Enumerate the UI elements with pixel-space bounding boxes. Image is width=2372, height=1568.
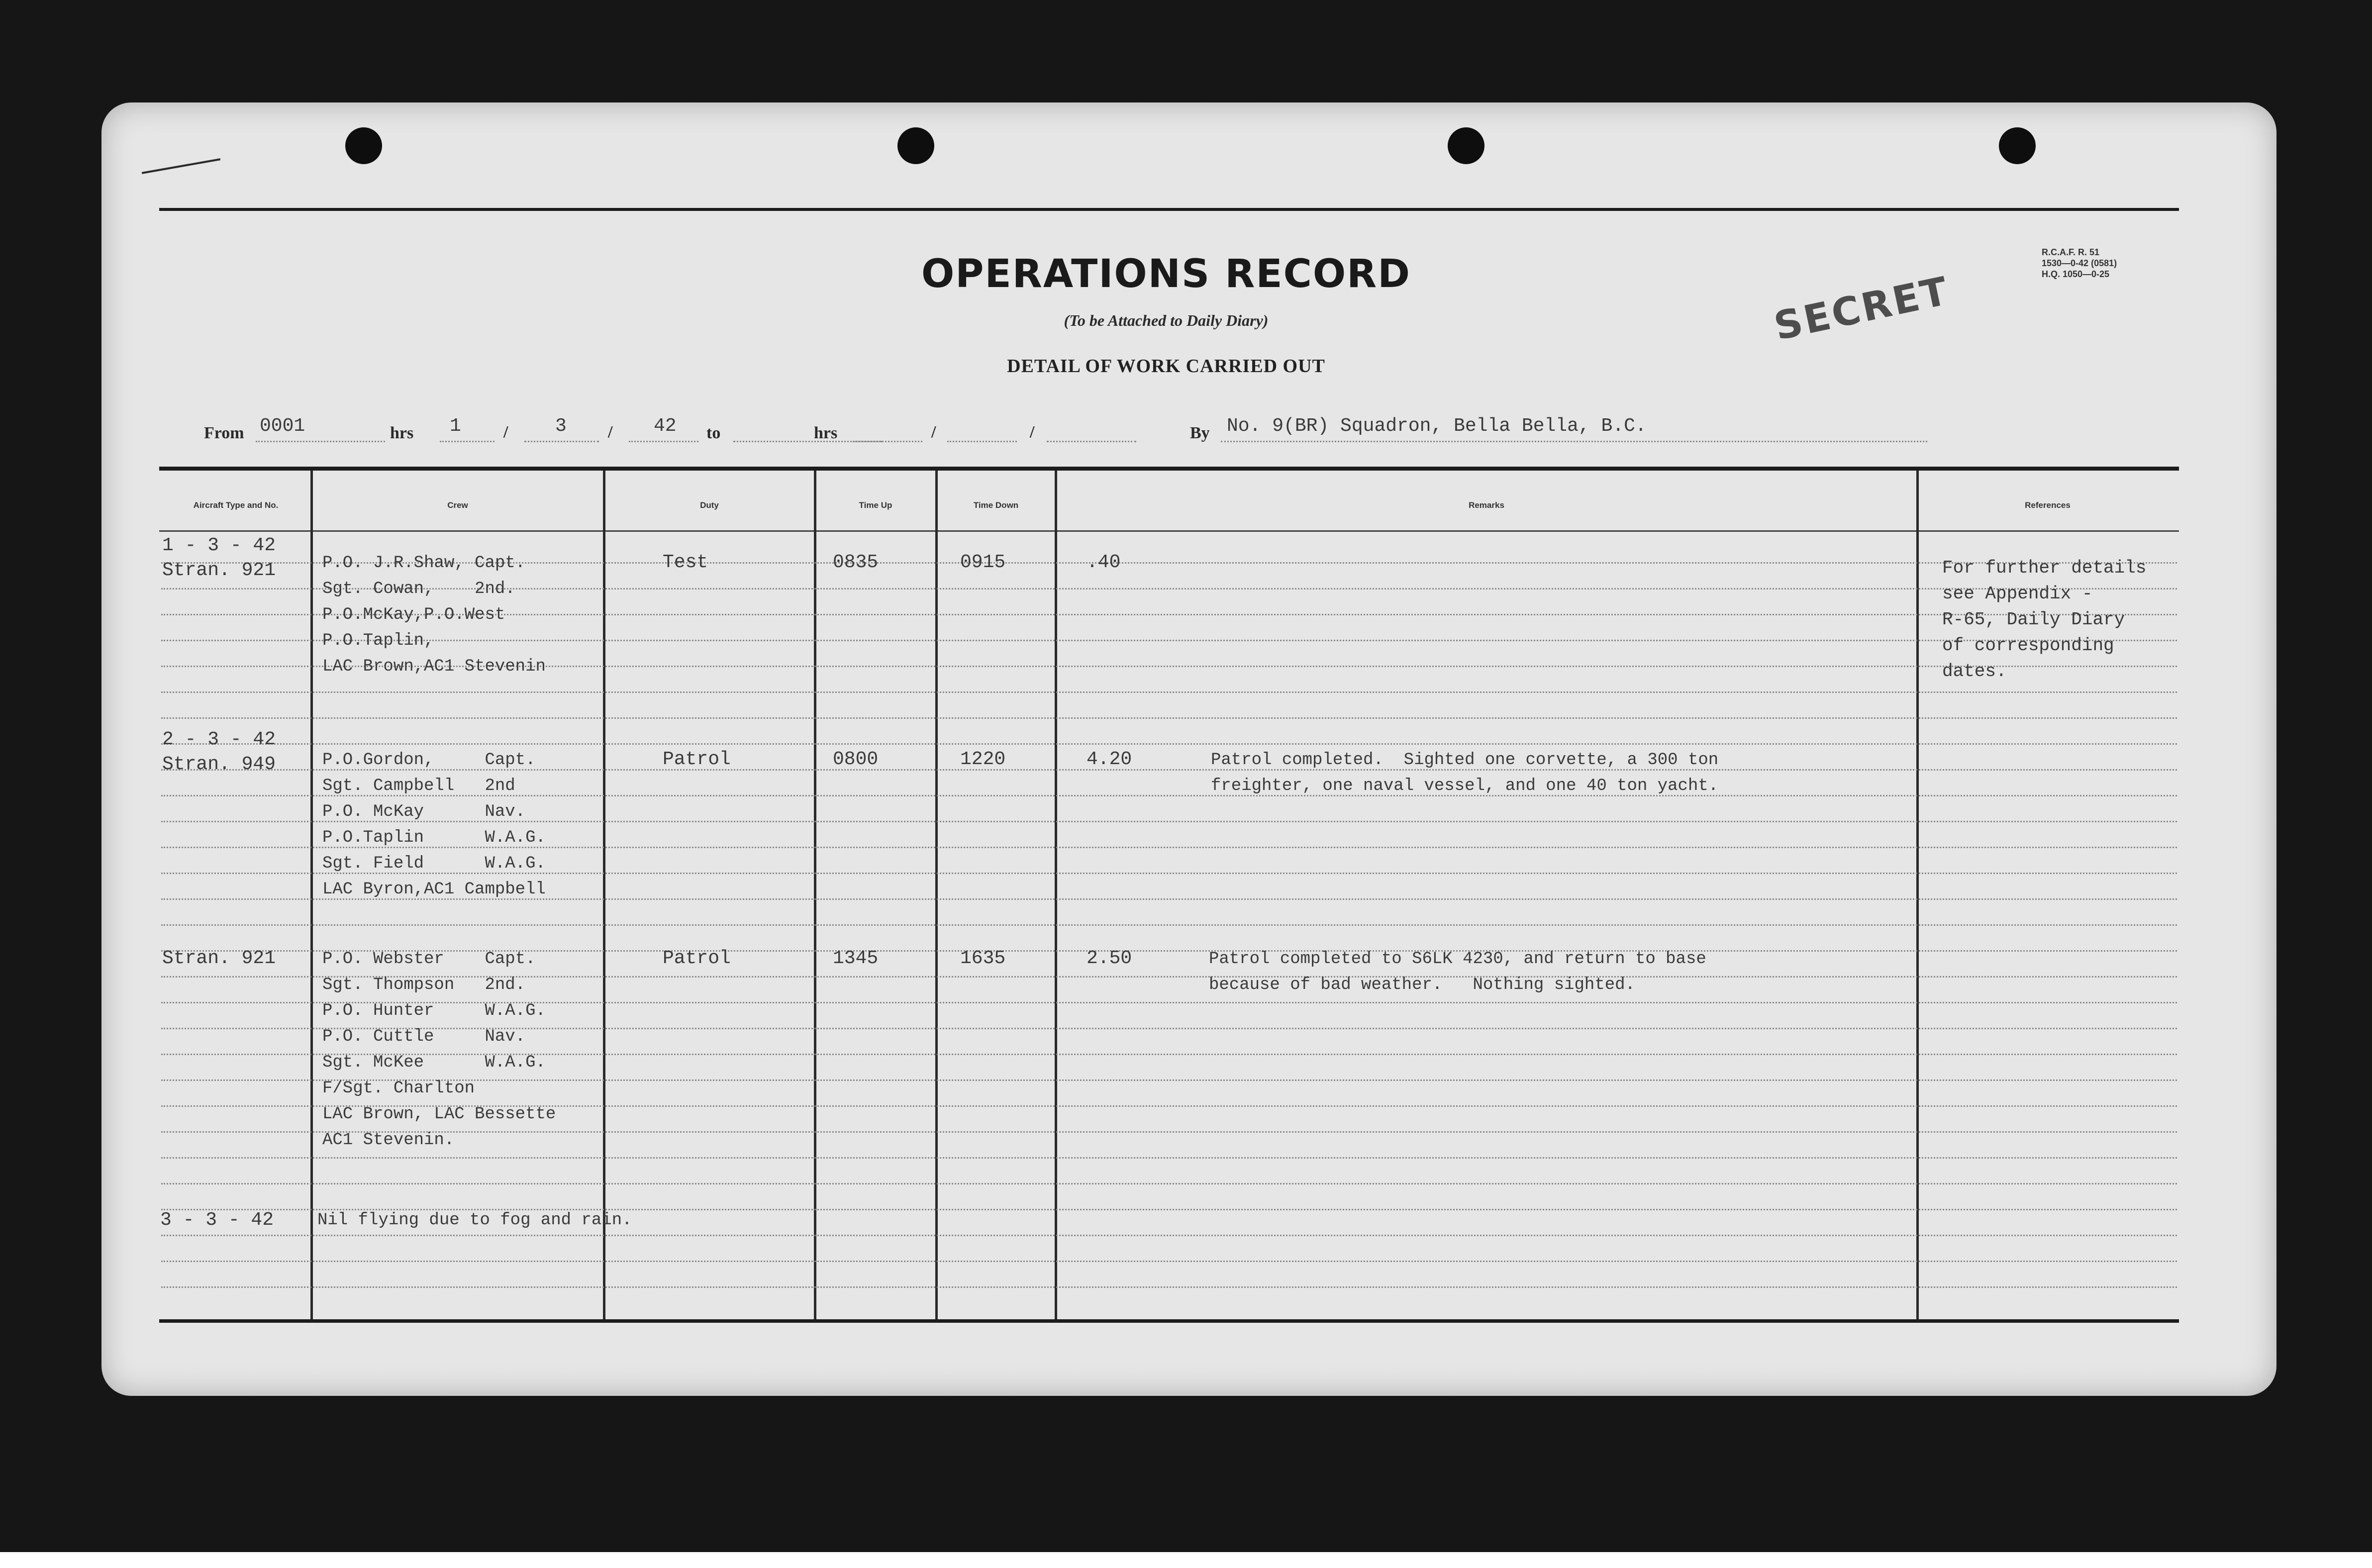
header-duty: Duty: [700, 500, 719, 510]
date-separator: /: [503, 423, 508, 441]
to-year-line: [1047, 441, 1136, 442]
to-month-line: [947, 441, 1017, 442]
entry-time-up: 0835: [833, 552, 879, 573]
entry-aircraft: 2 - 3 - 42 Stran. 949: [162, 729, 276, 775]
ruled-line: [161, 1261, 2177, 1262]
entry-crew: Nil flying due to fog and rain.: [317, 1211, 632, 1230]
column-divider: [1916, 471, 1919, 1320]
pencil-mark: [142, 158, 220, 174]
ruled-line: [161, 691, 2177, 693]
entry-aircraft: 3 - 3 - 42: [160, 1209, 274, 1231]
to-day-line: [853, 441, 922, 442]
ruled-line: [161, 1286, 2177, 1288]
entry-time-up: 0800: [833, 749, 879, 770]
from-time-value: 0001: [260, 415, 305, 437]
top-rule: [159, 208, 2179, 211]
from-hrs-label: hrs: [390, 424, 414, 442]
from-year-value: 42: [654, 415, 677, 437]
header-time-up: Time Up: [859, 500, 892, 510]
date-separator: /: [608, 423, 613, 441]
form-ref-line: 1530—0-42 (0581): [2042, 258, 2117, 268]
binder-hole: [345, 127, 382, 164]
form-reference: [2042, 247, 2117, 280]
ruled-line: [161, 743, 2177, 745]
entry-duty: Patrol: [663, 948, 731, 969]
form-ref-line: R.C.A.F. R. 51: [2042, 247, 2100, 257]
entry-aircraft: Stran. 921: [162, 948, 276, 969]
column-divider: [814, 471, 816, 1320]
header-crew: Crew: [447, 500, 468, 510]
entry-time-down: 1635: [960, 948, 1006, 969]
date-separator: /: [931, 423, 936, 441]
form-ref-line: H.Q. 1050—0-25: [2042, 269, 2110, 279]
entry-time-down: 0915: [960, 552, 1006, 573]
table-bottom-rule: [159, 1319, 2179, 1323]
header-aircraft: Aircraft Type and No.: [193, 500, 279, 510]
form-subheading: DETAIL OF WORK CARRIED OUT: [1007, 356, 1325, 377]
ruled-line: [161, 924, 2177, 926]
ruled-line: [161, 717, 2177, 719]
from-year-line: [629, 441, 698, 442]
entry-remarks: Patrol completed to S6LK 4230, and return to base because of bad weather. Nothing sighted.: [1209, 950, 1706, 994]
from-day-line: [440, 441, 494, 442]
ruled-line: [161, 1183, 2177, 1184]
entry-duty: Test: [663, 552, 708, 573]
header-time-down: Time Down: [973, 500, 1019, 510]
entry-time-down: 1220: [960, 749, 1006, 770]
entry-crew: P.O.Gordon, Capt. Sgt. Campbell 2nd P.O. McKay Nav. P.O.Taplin W.A.G. Sgt. Field W.A.G. LAC Byron,AC1 Campbell: [322, 751, 546, 899]
entry-duty: Patrol: [663, 749, 731, 770]
header-references: References: [2025, 500, 2071, 510]
entry-aircraft: 1 - 3 - 42 Stran. 921: [162, 535, 276, 581]
binder-hole: [1448, 127, 1484, 164]
table-top-rule: [159, 467, 2179, 471]
column-divider: [603, 471, 605, 1320]
to-label: to: [706, 424, 721, 442]
form-title: OPERATIONS RECORD: [921, 252, 1411, 296]
column-divider: [310, 471, 313, 1320]
entry-duration: 4.20: [1087, 749, 1132, 770]
squadron-line: [1221, 441, 1927, 442]
entry-references: For further details see Appendix - R-65, Daily Diary of corresponding dates.: [1942, 558, 2147, 682]
ruled-line: [161, 1157, 2177, 1159]
entry-duration: .40: [1087, 552, 1121, 573]
column-divider: [935, 471, 938, 1320]
entry-time-up: 1345: [833, 948, 879, 969]
ruled-line: [161, 1235, 2177, 1236]
from-month-line: [524, 441, 599, 442]
entry-duration: 2.50: [1087, 948, 1132, 969]
to-hrs-label: hrs: [814, 424, 838, 442]
header-rule: [159, 530, 2179, 532]
header-remarks: Remarks: [1469, 500, 1504, 510]
binder-hole: [1999, 127, 2036, 164]
entry-crew: P.O. J.R.Shaw, Capt. Sgt. Cowan, 2nd. P.O.McKay,P.O.West P.O.Taplin, LAC Brown,AC1 Stevenin: [322, 554, 546, 676]
date-separator: /: [1030, 423, 1035, 441]
operations-record-card: [101, 102, 2276, 1396]
from-label: From: [204, 424, 244, 442]
entry-remarks: Patrol completed. Sighted one corvette, a 300 ton freighter, one naval vessel, and one 40 ton yacht.: [1211, 751, 1719, 795]
column-divider: [1055, 471, 1057, 1320]
from-time-line: [256, 441, 385, 442]
by-label: By: [1190, 424, 1210, 442]
entry-crew: P.O. Webster Capt. Sgt. Thompson 2nd. P.O. Hunter W.A.G. P.O. Cuttle Nav. Sgt. McKee W.A.G. F/Sgt. Charlton LAC Brown, LAC Bessette AC1 Stevenin.: [322, 950, 556, 1150]
from-day-value: 1: [450, 415, 461, 437]
binder-hole: [897, 127, 934, 164]
secret-stamp: SECRET: [1770, 268, 1954, 350]
form-subtitle: (To be Attached to Daily Diary): [1064, 311, 1269, 329]
bottom-margin: [0, 1552, 2372, 1568]
from-month-value: 3: [555, 415, 567, 437]
squadron-value: No. 9(BR) Squadron, Bella Bella, B.C.: [1227, 415, 1647, 437]
